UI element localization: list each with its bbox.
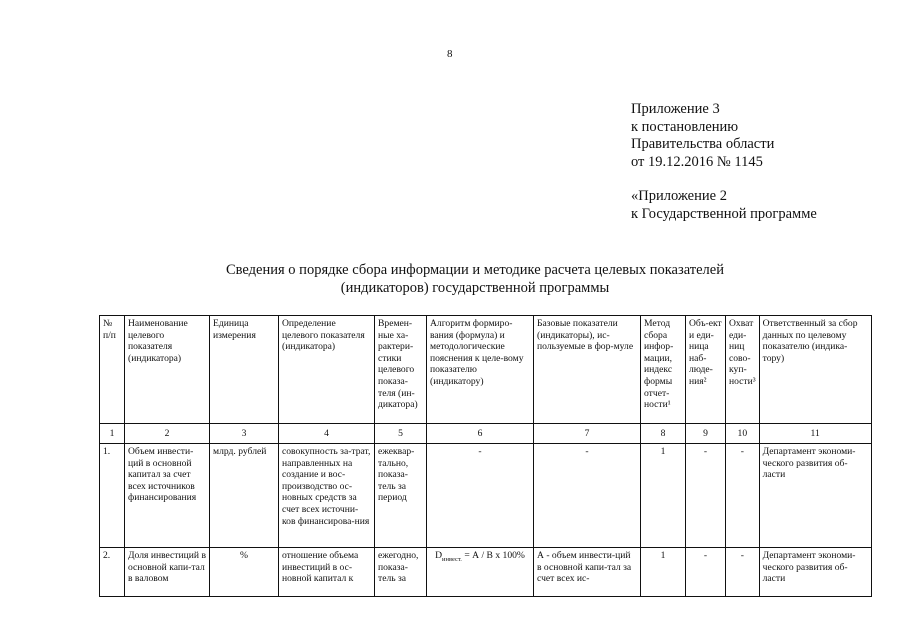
header-cell: Метод сбора инфор-мации, индекс формы отчет-ности¹ [641, 316, 686, 424]
header-cell: Времен-ные ха-рактери-стики целевого показа-теля (ин-дикатора) [375, 316, 427, 424]
appendix-line: Правительства области [631, 136, 775, 152]
column-number: 9 [686, 424, 726, 444]
table-row [100, 548, 872, 597]
column-number: 11 [759, 424, 871, 444]
row-number: 1. [100, 444, 125, 548]
row-number: 2. [100, 548, 125, 597]
time-cell: ежеквар-тально, показа-тель за период [375, 444, 427, 548]
appendix-line: Приложение 3 [631, 101, 720, 117]
column-number-row [100, 424, 872, 444]
table-row [100, 444, 872, 548]
appendix-line: к постановлению [631, 118, 739, 135]
header-cell: № п/п [100, 316, 125, 424]
header-cell: Объ-ект и еди-ница наб-люде-ния² [686, 316, 726, 424]
method-cell: 1 [641, 444, 686, 548]
column-number: 7 [534, 424, 641, 444]
header-cell: Ответственный за сбор данных по целевому показателю (индика-тору) [759, 316, 871, 424]
definition-cell: отношение объема инвестиций в ос-новной капитал к [279, 548, 375, 597]
time-cell: ежегодно, показа-тель за [375, 548, 427, 597]
column-number: 2 [125, 424, 210, 444]
definition-cell: совокупность за-трат, направленных на создание и вос-производство ос-новных средств за счет всех источни-ков финансирова-ния [279, 444, 375, 548]
column-number: 4 [279, 424, 375, 444]
document-title [150, 261, 800, 297]
header-cell: Охват еди-ниц сово-куп-ности³ [726, 316, 760, 424]
column-number: 3 [210, 424, 279, 444]
column-number: 5 [375, 424, 427, 444]
appendix2-header [631, 188, 817, 223]
title-line: Сведения о порядке сбора информации и методике расчета целевых показателей [226, 262, 724, 278]
responsible-cell: Департамент экономи-ческого развития об-ласти [759, 444, 871, 548]
appendix2-line: «Приложение 2 [631, 188, 727, 204]
header-cell: Определение целевого показателя (индикатора) [279, 316, 375, 424]
header-cell: Единица измерения [210, 316, 279, 424]
coverage-cell: - [726, 444, 760, 548]
indicator-name: Объем инвести-ций в основной капитал за счет всех источников финансирования [125, 444, 210, 548]
object-cell: - [686, 444, 726, 548]
indicator-name: Доля инвестиций в основной капи-тал в валовом [125, 548, 210, 597]
unit-cell: % [210, 548, 279, 597]
base-indicators-cell: - [534, 444, 641, 548]
unit-cell: млрд. рублей [210, 444, 279, 548]
page-number: 8 [447, 48, 453, 60]
formula-symbol: D [435, 550, 443, 561]
table-header-row [100, 316, 872, 424]
algorithm-cell [427, 548, 534, 597]
formula-subscript: инвест. [442, 555, 462, 563]
appendix2-line: к Государственной программе [631, 205, 817, 222]
appendix-header [631, 101, 774, 171]
column-number: 8 [641, 424, 686, 444]
method-cell: 1 [641, 548, 686, 597]
appendix-line: от 19.12.2016 № 1145 [631, 153, 763, 170]
header-cell: Алгоритм формиро-вания (формула) и методологические пояснения к целе-вому показателю (индикатору) [427, 316, 534, 424]
responsible-cell: Департамент экономи-ческого развития об-ласти [759, 548, 871, 597]
formula-expression: = А / В х 100% [464, 550, 525, 561]
header-cell: Наименование целевого показателя (индикатора) [125, 316, 210, 424]
header-cell: Базовые показатели (индикаторы), ис-пользуемые в фор-муле [534, 316, 641, 424]
column-number: 1 [100, 424, 125, 444]
coverage-cell: - [726, 548, 760, 597]
object-cell: - [686, 548, 726, 597]
column-number: 6 [427, 424, 534, 444]
algorithm-cell: - [427, 444, 534, 548]
title-line: (индикаторов) государственной программы [340, 280, 610, 296]
base-indicators-cell: А - объем инвести-ций в основной капи-тал за счет всех ис- [534, 548, 641, 597]
column-number: 10 [726, 424, 760, 444]
indicators-table [99, 315, 872, 597]
